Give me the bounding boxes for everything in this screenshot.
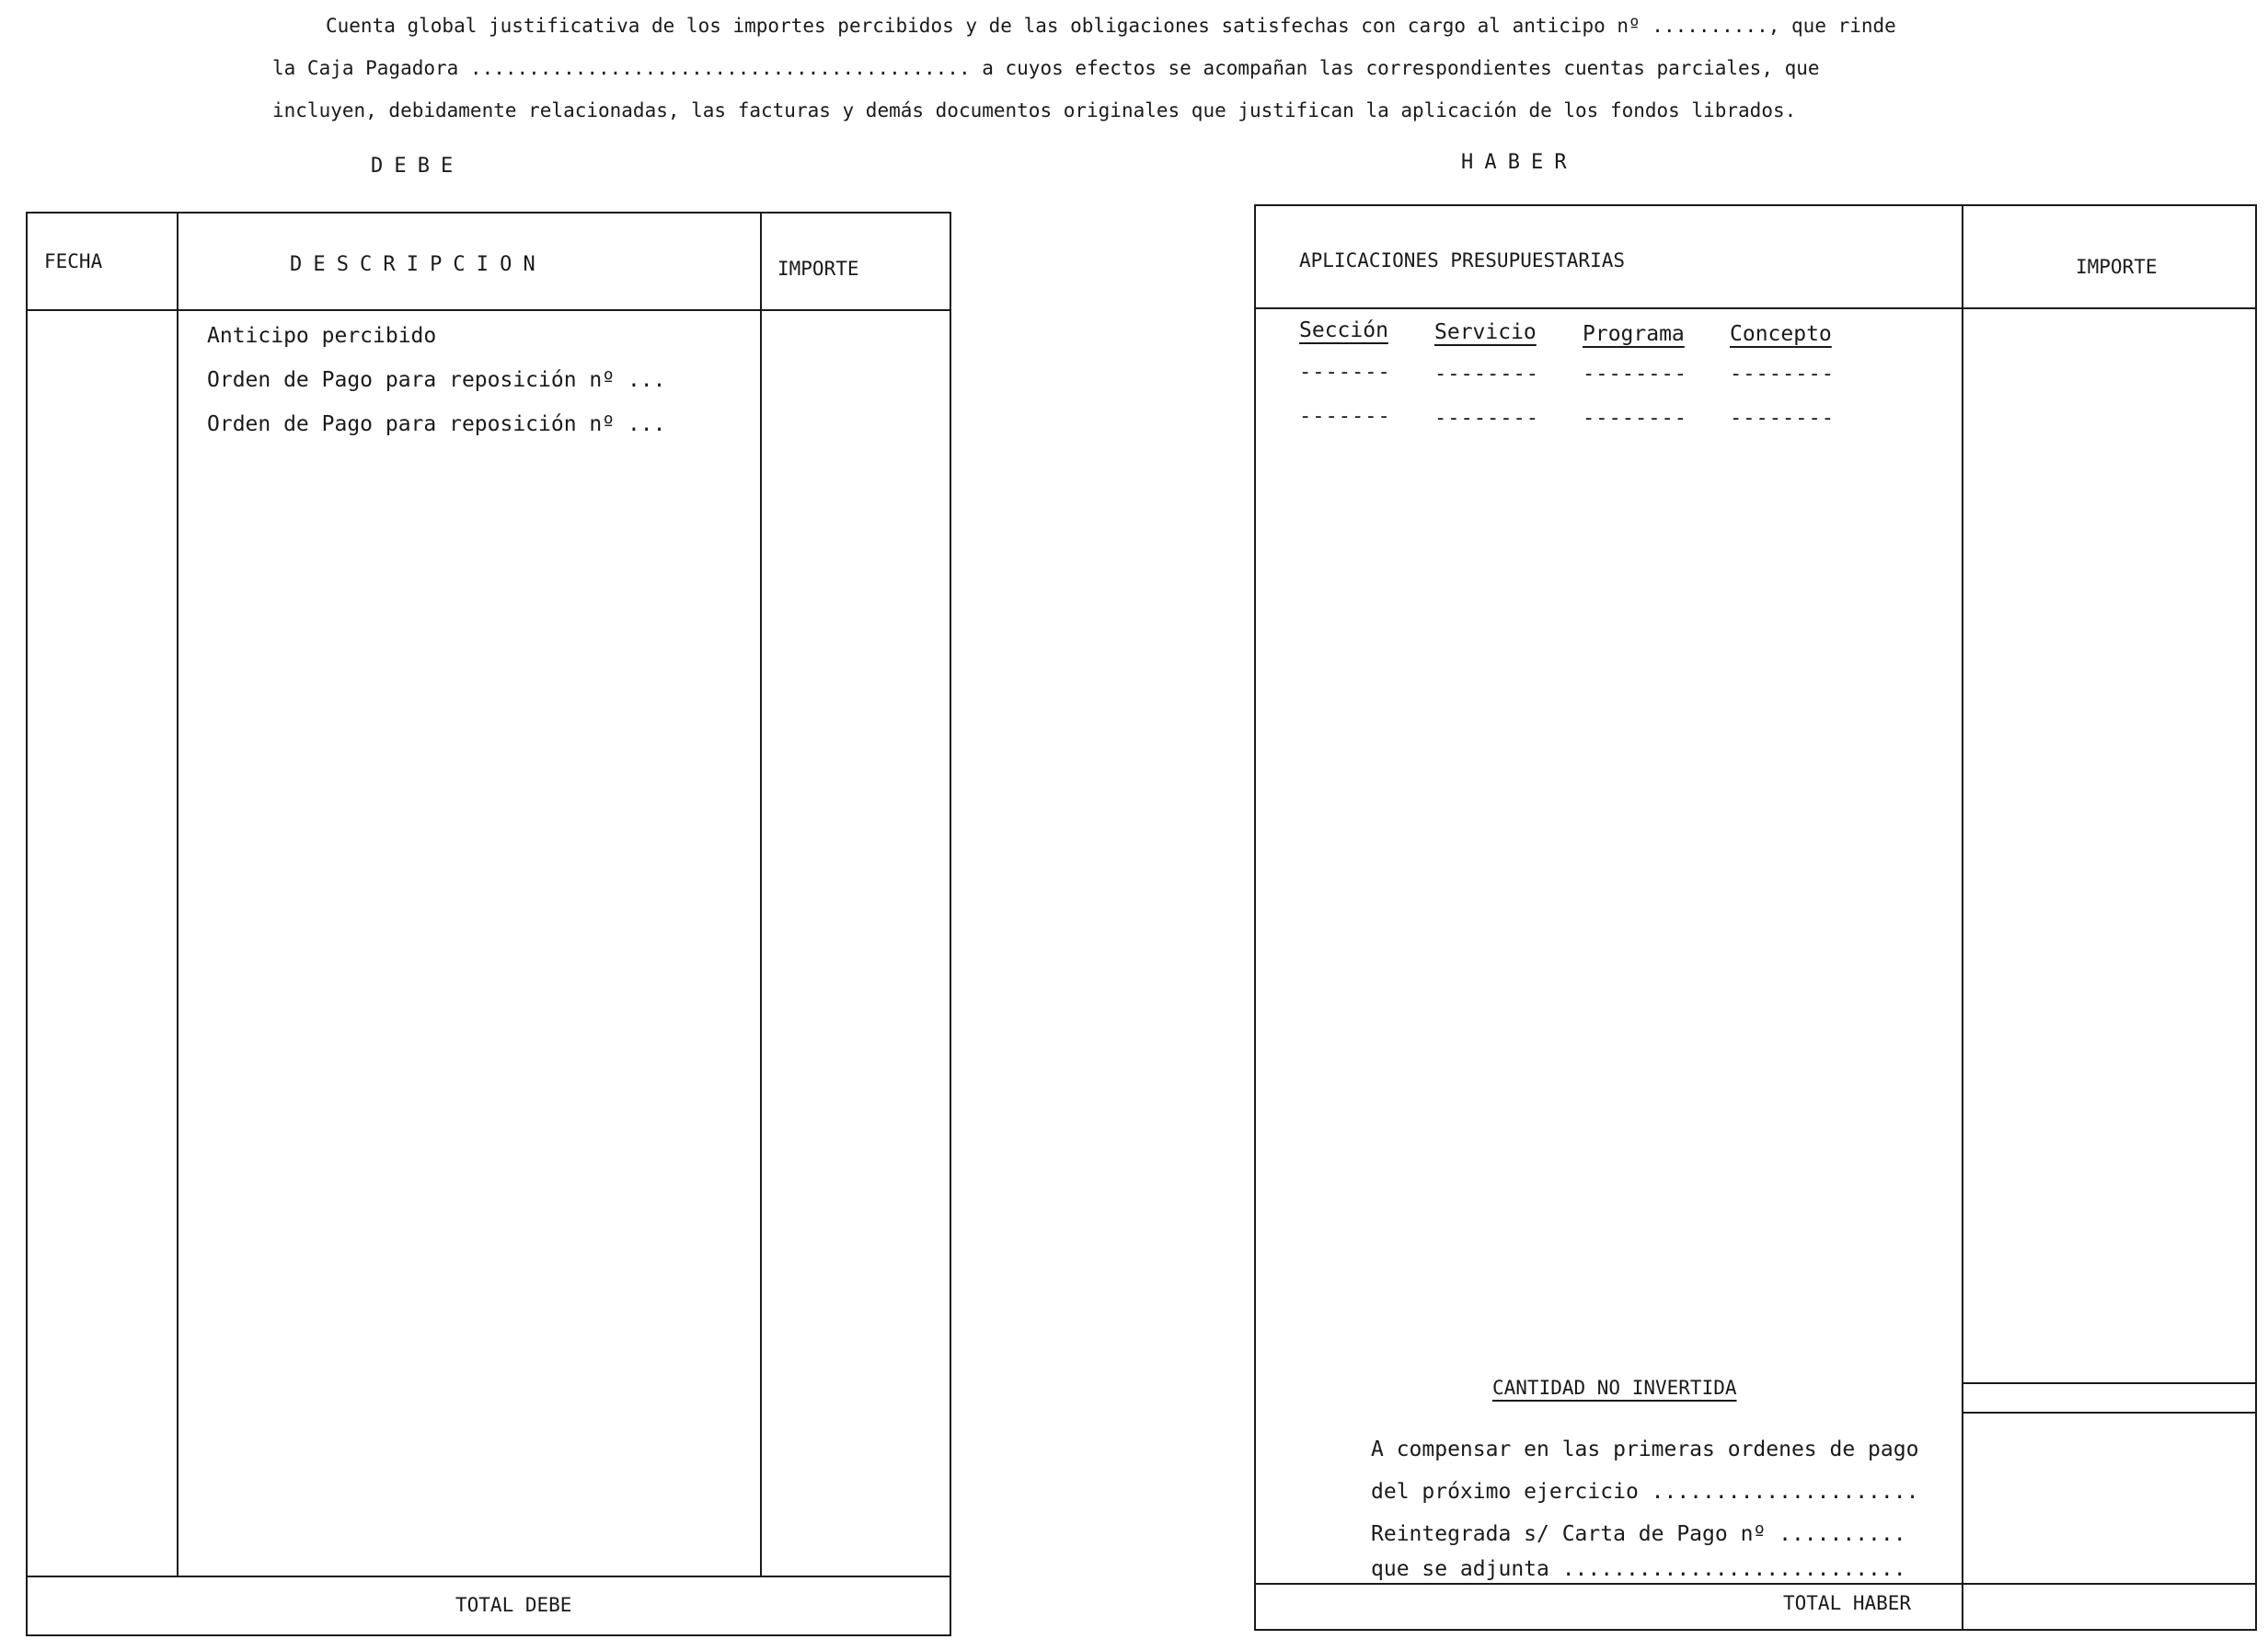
haber-total-label: TOTAL HABER (1783, 1592, 1912, 1614)
haber-subheader-servicio: Servicio (1434, 320, 1537, 344)
intro-line-3: incluyen, debidamente relacionadas, las facturas y demás documentos originales que justifican la aplicación de los fondos librados. (272, 99, 1797, 121)
debe-row-3: Orden de Pago para reposición nº ... (207, 412, 666, 436)
debe-header-rule (26, 309, 951, 311)
haber-importe-subtotal-rule-1 (1962, 1382, 2257, 1384)
cantidad-line-1: A compensar en las primeras ordenes de pago (1371, 1437, 1919, 1461)
haber-header-importe: IMPORTE (2076, 256, 2158, 278)
haber-col-divider (1962, 204, 1963, 1631)
debe-total-rule (26, 1576, 951, 1577)
debe-header-importe: IMPORTE (777, 258, 859, 280)
haber-placeholder-1-concepto: -------- (1730, 363, 1835, 386)
cantidad-line-2: del próximo ejercicio ..................... (1371, 1480, 1919, 1504)
debe-row-1: Anticipo percibido (207, 324, 437, 348)
debe-total-label: TOTAL DEBE (455, 1594, 572, 1616)
cantidad-line-4: que se adjunta ........................... (1371, 1557, 1906, 1581)
haber-placeholder-1-seccion: ------- (1299, 361, 1391, 384)
haber-placeholder-2-concepto: -------- (1730, 407, 1835, 430)
haber-header-rule (1254, 307, 2257, 309)
haber-subheader-concepto: Concepto (1730, 322, 1832, 346)
cantidad-no-invertida-title: CANTIDAD NO INVERTIDA (1492, 1377, 1737, 1399)
haber-importe-subtotal-rule-2 (1962, 1412, 2257, 1414)
debe-title: DEBE (371, 155, 465, 178)
debe-header-descripcion: DESCRIPCION (290, 253, 547, 276)
intro-line-2: la Caja Pagadora ........................................... a cuyos efectos se acompañan las correspondientes cuentas parciales, que (272, 57, 1820, 79)
haber-placeholder-2-seccion: ------- (1299, 405, 1391, 428)
debe-col-divider-1 (177, 212, 178, 1576)
haber-total-rule (1254, 1583, 2257, 1585)
haber-placeholder-2-servicio: -------- (1434, 407, 1539, 430)
debe-header-fecha: FECHA (44, 250, 103, 272)
cantidad-line-3: Reintegrada s/ Carta de Pago nº .......... (1371, 1522, 1906, 1546)
haber-header-aplicaciones: APLICACIONES PRESUPUESTARIAS (1299, 249, 1626, 271)
haber-placeholder-1-programa: -------- (1583, 363, 1687, 386)
haber-placeholder-2-programa: -------- (1583, 407, 1687, 430)
haber-title: HABER (1461, 151, 1578, 174)
debe-col-divider-2 (760, 212, 762, 1576)
debe-row-2: Orden de Pago para reposición nº ... (207, 368, 666, 392)
haber-subheader-programa: Programa (1583, 322, 1685, 346)
haber-placeholder-1-servicio: -------- (1434, 363, 1539, 386)
haber-subheader-seccion: Sección (1299, 318, 1388, 342)
intro-line-1: Cuenta global justificativa de los importes percibidos y de las obligaciones satisfechas con cargo al anticipo nº .........., que rinde (326, 15, 1896, 37)
